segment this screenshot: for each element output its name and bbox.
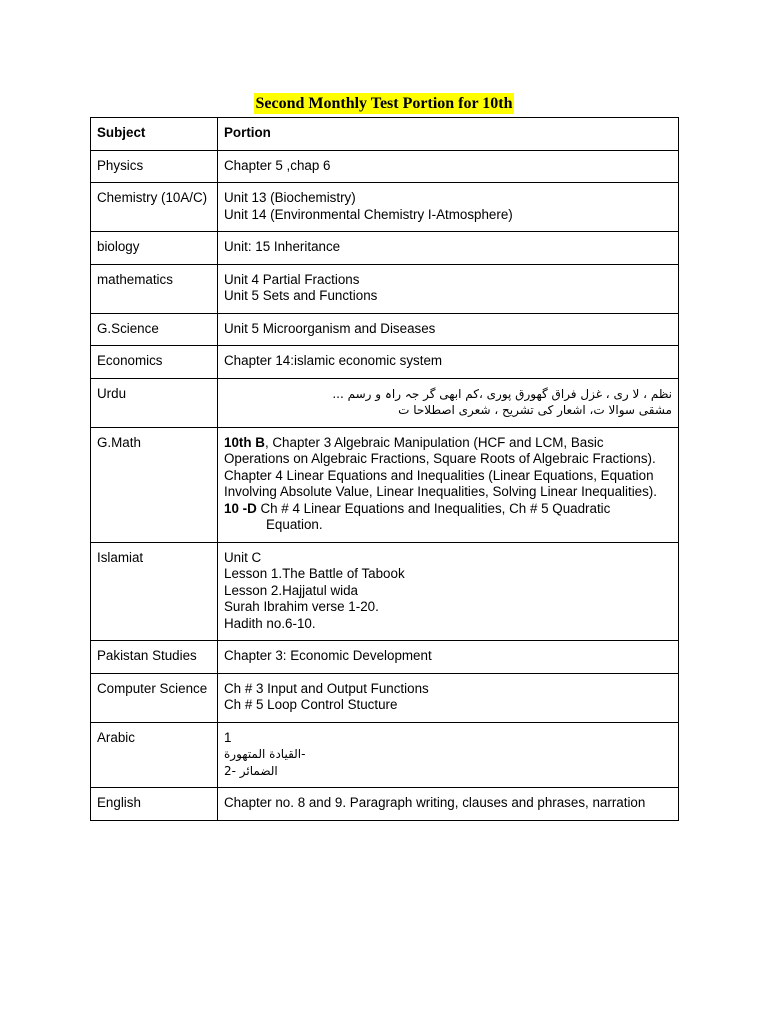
portion-line-urdu: نظم ، لا ری ، غزل فراق گھورق پوری ،کم ابھی گر جہ راہ و رسم ... (332, 386, 672, 401)
portion-cell (218, 722, 679, 788)
subject-cell: Arabic (91, 722, 218, 788)
subject-cell: mathematics (91, 264, 218, 313)
header-portion: Portion (218, 118, 679, 151)
table-row-gscience (91, 313, 679, 346)
portion-line: Unit 5 Sets and Functions (224, 288, 378, 303)
table-row-mathematics (91, 264, 679, 313)
section-label-10b: 10th B (224, 434, 265, 450)
portion-line: Surah Ibrahim verse 1-20. (224, 599, 379, 614)
table-header-row (91, 118, 679, 151)
portion-cell (218, 427, 679, 542)
portion-cell (218, 673, 679, 722)
portion-line: 1 (224, 729, 232, 745)
portion-line: Chapter 5 ,chap 6 (224, 157, 331, 173)
header-subject: Subject (91, 118, 218, 151)
table-row-arabic (91, 722, 679, 788)
portion-cell (218, 378, 679, 427)
gmath-10d-text-cont: Equation. (266, 517, 323, 532)
gmath-10b-block (224, 435, 672, 501)
table-row-urdu (91, 378, 679, 427)
portion-line: Unit 4 Partial Fractions (224, 271, 360, 287)
subject-cell: Islamiat (91, 542, 218, 641)
portion-table (90, 117, 679, 821)
subject-cell: Computer Science (91, 673, 218, 722)
table-row-pakistan-studies (91, 641, 679, 674)
section-label-10d: 10 -D (224, 500, 257, 516)
portion-line: Lesson 2.Hajjatul wida (224, 582, 358, 598)
subject-cell: biology (91, 232, 218, 265)
portion-line: Ch # 3 Input and Output Functions (224, 680, 429, 696)
portion-cell (218, 542, 679, 641)
portion-cell (218, 641, 679, 674)
subject-cell: Chemistry (10A/C) (91, 183, 218, 232)
subject-cell: Pakistan Studies (91, 641, 218, 674)
portion-line: Unit 13 (Biochemistry) (224, 190, 356, 205)
table-row-english (91, 788, 679, 821)
table-row-computer-science (91, 673, 679, 722)
title-wrap (0, 93, 768, 114)
portion-line: Ch # 5 Loop Control Stucture (224, 697, 398, 712)
page-title: Second Monthly Test Portion for 10th (255, 95, 513, 112)
portion-line: Lesson 1.The Battle of Tabook (224, 566, 405, 581)
subject-cell: G.Math (91, 427, 218, 542)
portion-line-arabic: القيادة المتهورة- (224, 747, 306, 761)
portion-cell (218, 183, 679, 232)
gmath-10b-text: , Chapter 3 Algebraic Manipulation (HCF and LCM, Basic Operations on Algebraic Fractions, Square Roots of Algebraic Fractions). Chapter 4 Linear Equations and Inequalities (Linear Equations, Equation Involving Absolute Value, Linear Inequalities, Solving Linear Inequalities). (224, 434, 657, 499)
portion-line-urdu: مشقی سوالا ت، اشعار کی تشریح ، شعری اصطلاحا ت (398, 403, 672, 417)
gmath-10d-text: Ch # 4 Linear Equations and Inequalities, Ch # 5 Quadratic (256, 500, 611, 516)
portion-line: Unit C (224, 549, 262, 565)
portion-line: Chapter 14:islamic economic system (224, 353, 443, 368)
portion-line: Unit 14 (Environmental Chemistry I-Atmosphere) (224, 206, 513, 222)
table-row-economics (91, 346, 679, 379)
portion-cell (218, 346, 679, 379)
portion-line: Chapter no. 8 and 9. Paragraph writing, clauses and phrases, narration (224, 795, 646, 810)
subject-cell: Physics (91, 150, 218, 183)
portion-line: Chapter 3: Economic Development (224, 648, 432, 663)
gmath-10d-block (224, 501, 672, 534)
portion-cell (218, 264, 679, 313)
subject-cell: Urdu (91, 378, 218, 427)
table-row-biology (91, 232, 679, 265)
portion-line: Hadith no.6-10. (224, 615, 316, 631)
portion-line: Unit: 15 Inheritance (224, 239, 341, 254)
portion-line: Unit 5 Microorganism and Diseases (224, 320, 436, 336)
portion-cell (218, 313, 679, 346)
subject-cell: Economics (91, 346, 218, 379)
portion-cell (218, 788, 679, 821)
subject-cell: English (91, 788, 218, 821)
subject-cell: G.Science (91, 313, 218, 346)
table-row-chemistry (91, 183, 679, 232)
table-row-physics (91, 150, 679, 183)
table-row-gmath (91, 427, 679, 542)
portion-line-arabic: الضمائر -2 (224, 763, 278, 778)
portion-cell (218, 232, 679, 265)
table-row-islamiat (91, 542, 679, 641)
portion-cell (218, 150, 679, 183)
